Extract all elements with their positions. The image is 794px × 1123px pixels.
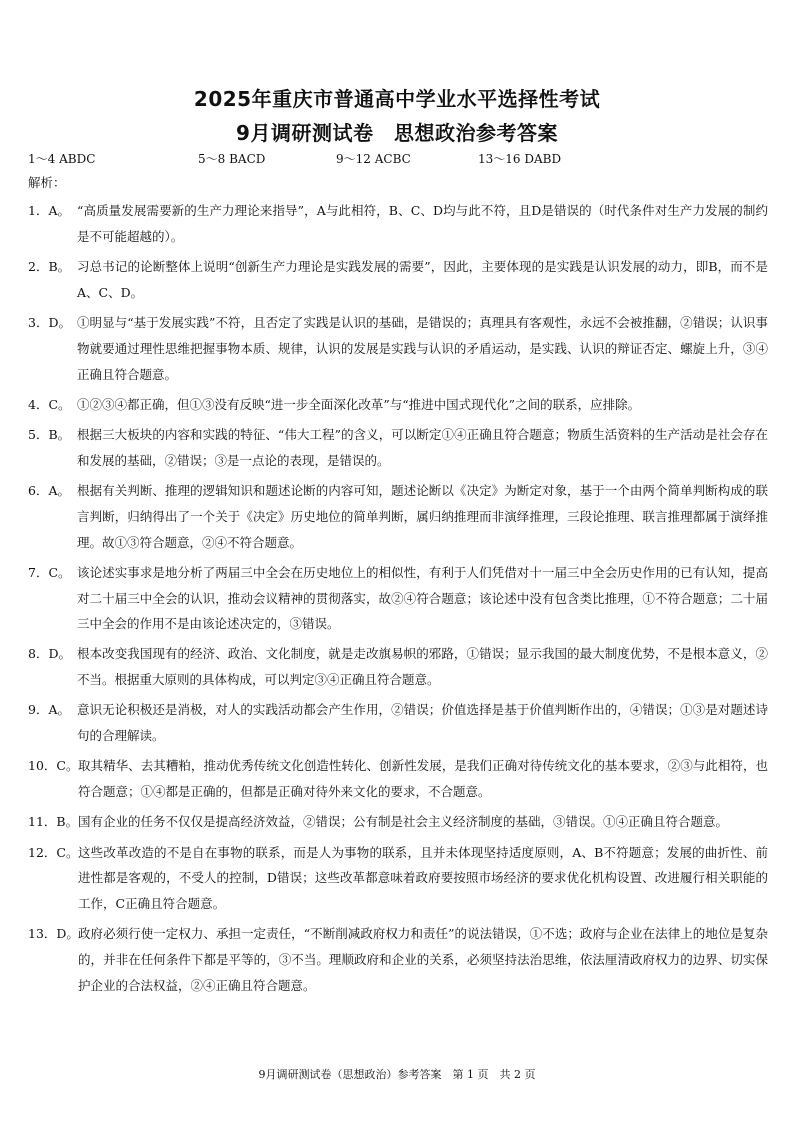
- explanation-text: 这些改革改造的不是自在事物的联系，而是人为事物的联系，且并未体现坚持适度原则，A、B不符题意；发展的曲折性、前进性都是客观的，不受人的控制，D错误；这些改革都意味着政府要按照市场经济的要求优化机构设置、改进履行相关职能的工作，C正确且符合题意。: [78, 844, 768, 912]
- question-number: 5．B。: [28, 426, 71, 442]
- explanation-text: 取其精华、去其糟粕，推动优秀传统文化创造性转化、创新性发展，是我们正确对待传统文化的基本要求，②③与此相符，也符合题意；①④都是正确的，但都是正确对待外来文化的要求，不合题意。: [78, 758, 768, 800]
- explanation-item: [28, 422, 768, 474]
- question-number: 7．C。: [28, 564, 71, 580]
- explanation-text: ①②③④都正确，但①③没有反映“进一步全面深化改革”与“推进中国式现代化”之间的联系，应排除。: [77, 396, 641, 412]
- page-footer: 9月调研测试卷（思想政治）参考答案 第 1 页 共 2 页: [258, 1068, 536, 1081]
- question-number: 11．B。: [28, 814, 79, 830]
- document-title: 2025年重庆市普通高中学业水平选择性考试: [193, 87, 601, 111]
- explanation-item: [28, 392, 768, 418]
- answer-key-group: 5～8 BACD: [198, 152, 266, 166]
- question-number: 2．B。: [28, 258, 71, 274]
- explanation-item: [28, 310, 768, 387]
- question-number: 6．A。: [28, 482, 70, 498]
- explanation-item: [28, 697, 768, 749]
- explanation-text: 国有企业的任务不仅仅是提高经济效益，②错误；公有制是社会主义经济制度的基础，③错误。①④正确且符合题意。: [78, 814, 729, 830]
- explanation-item: [28, 254, 768, 306]
- question-number: 8．D。: [28, 646, 71, 662]
- explanation-text: 意识无论积极还是消极，对人的实践活动都会产生作用，②错误；价值选择是基于价值判断作出的，④错误；①③是对题述诗句的合理解读。: [77, 702, 768, 744]
- answer-key-group: 9～12 ACBC: [336, 152, 411, 166]
- explanation-item: [28, 921, 768, 998]
- question-number: 9．A。: [28, 702, 70, 718]
- explanation-item: [28, 478, 768, 555]
- analysis-label: 解析：: [28, 175, 66, 190]
- explanation-item: [28, 753, 768, 805]
- answer-key-group: 13～16 DABD: [478, 152, 562, 166]
- explanation-item: [28, 809, 768, 835]
- explanation-text: “高质量发展需要新的生产力理论来指导”，A与此相符，B、C、D均与此不符，且D是错误的（时代条件对生产力发展的制约是不可能超越的）。: [77, 203, 768, 244]
- question-number: 13．D。: [28, 926, 79, 942]
- explanation-item: [28, 560, 768, 637]
- explanation-item: [28, 641, 768, 693]
- question-number: 3．D。: [28, 314, 71, 330]
- question-number: 4．C。: [28, 396, 71, 412]
- document-subtitle: 9月调研测试卷 思想政治参考答案: [236, 121, 558, 145]
- explanation-text: 习总书记的论断整体上说明“创新生产力理论是实践发展的需要”，因此，主要体现的是实践是认识发展的动力，即B，而不是A、C、D。: [77, 258, 768, 300]
- explanation-text: 该论述实事求是地分析了两届三中全会在历史地位上的相似性，有利于人们凭借对十一届三中全会历史作用的已有认知，提高对二十届三中全会的认识，推动会议精神的贯彻落实，故②④符合题意；该论述中没有包含类比推理，①不符合题意；二十届三中全会的作用不是由该论述决定的，③错误。: [77, 564, 768, 632]
- explanation-text: 根本改变我国现有的经济、政治、文化制度，就是走改旗易帜的邪路，①错误；显示我国的最大制度优势，不是根本意义，②不当。根据重大原则的具体构成，可以判定③④正确且符合题意。: [77, 646, 768, 688]
- question-number: 10．C。: [28, 758, 79, 774]
- explanation-text: 根据三大板块的内容和实践的特征、“伟大工程”的含义，可以断定①④正确且符合题意；物质生活资料的生产活动是社会存在和发展的基础，②错误；③是一点论的表现，是错误的。: [77, 426, 768, 468]
- question-number: 1．A。: [28, 203, 70, 218]
- explanation-text: ①明显与“基于发展实践”不符，且否定了实践是认识的基础，是错误的；真理具有客观性，永远不会被推翻，②错误；认识事物就要通过理性思维把握事物本质、规律，认识的发展是实践与认识的矛盾运动，是实践、认识的辩证否定、螺旋上升，③④正确且符合题意。: [77, 314, 768, 382]
- explanation-text: 根据有关判断、推理的逻辑知识和题述论断的内容可知，题述论断以《决定》为断定对象，基于一个由两个简单判断构成的联言判断，归纳得出了一个关于《决定》历史地位的简单判断，属归纳推理而非演绎推理，三段论推理、联言推理都属于演绎推理。故①③符合题意，②④不符合题意。: [77, 482, 768, 550]
- explanation-list: [28, 198, 768, 1003]
- explanation-item: [28, 840, 768, 917]
- answer-key-group: 1～4 ABDC: [28, 152, 96, 166]
- question-number: 12．C。: [28, 844, 79, 860]
- explanation-item: [28, 198, 768, 250]
- explanation-text: 政府必须行使一定权力、承担一定责任，“不断削减政府权力和责任”的说法错误，①不选；政府与企业在法律上的地位是复杂的，并非在任何条件下都是平等的，③不当。理顺政府和企业的关系，必须坚持法治思维，依法厘清政府权力的边界、切实保护企业的合法权益，②④正确且符合题意。: [78, 926, 768, 993]
